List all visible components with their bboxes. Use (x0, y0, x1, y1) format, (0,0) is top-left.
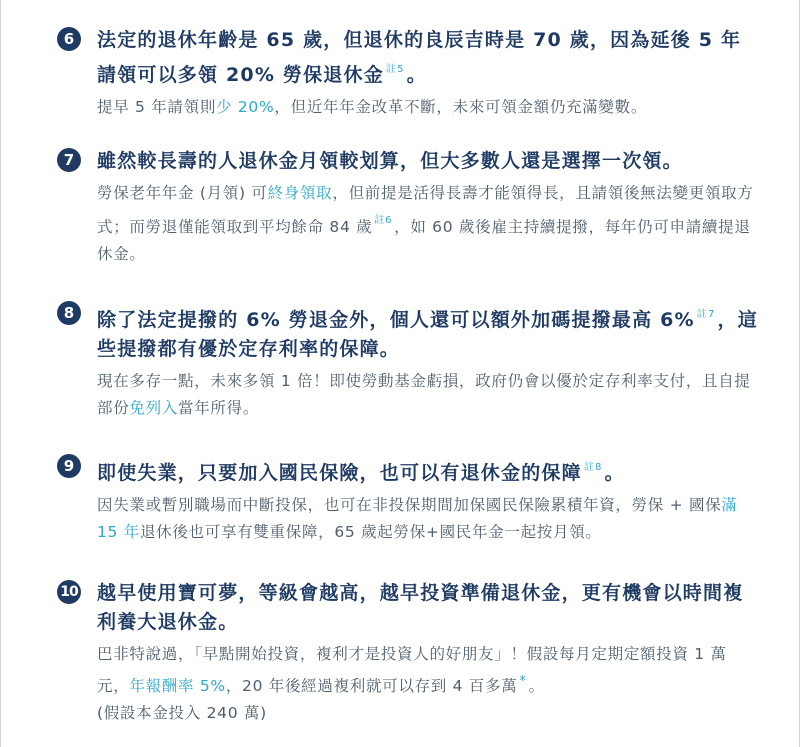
item-heading: 越早使用寶可夢，等級會越高，越早投資準備退休金，更有機會以時間複利養大退休金。 (97, 582, 744, 633)
item-body: 巴非特說過，「早點開始投資，複利才是投資人的好朋友」！假設每月定期定額投資 1 萬元，年報酬率 5%，20 年後經過複利就可以存到 4 百多萬 * 。 (假設本金投入 240 萬) (97, 645, 727, 722)
highlight-text: 終身領取 (267, 184, 333, 202)
item-heading: 即使失業，只要加入國民保險，也可以有退休金的保障 $^{註8}$ 。 (97, 462, 625, 484)
item-heading: 除了法定提撥的 6% 勞退金外，個人還可以額外加碼提撥最高 6% $^{註7}$ ，這些提撥都有優於定存利率的保障。 (97, 309, 758, 360)
number-badge: 10 (57, 580, 81, 604)
highlight-text: 滿 15 年 (97, 496, 738, 541)
number-badge: 7 (57, 148, 81, 172)
item-body: 勞保老年年金 (月領) 可終身領取，但前提是活得長壽才能領得長，且請領後無法變更領取方式；而勞退僅能領取到平均餘命 84 歲 $^{註6}$ ，如 60 歲後雇主持續提撥，每年仍可申請續提退休金。 (97, 184, 754, 263)
item-body: 現在多存一點，未來多領 1 倍！即使勞動基金虧損，政府仍會以優於定存利率支付，且自提部份免列入當年所得。 (97, 372, 751, 417)
footnote-ref[interactable]: 註7 (696, 309, 716, 320)
assumption-note: (假設本金投入 240 萬) (97, 704, 267, 722)
footnote-ref[interactable]: 註6 (374, 215, 393, 226)
list-item-7 (59, 147, 759, 268)
list-item-6 (59, 26, 759, 121)
highlight-text: 少 20% (216, 98, 275, 116)
item-body: 提早 5 年請領則少 20%，但近年年金改革不斷，未來可領金額仍充滿變數。 (97, 98, 648, 116)
footnote-ref[interactable]: 註8 (583, 462, 603, 473)
footnote-ref[interactable]: 註5 (385, 64, 405, 75)
number-badge: 6 (57, 27, 81, 51)
item-heading: 法定的退休年齡是 65 歲，但退休的良辰吉時是 70 歲，因為延後 5 年請領可以多領 20% 勞保退休金 $^{註5}$ 。 (97, 29, 742, 86)
number-badge: 9 (57, 454, 81, 478)
item-body: 因失業或暫別職場而中斷投保，也可在非投保期間加保國民保險累積年資，勞保 + 國保滿 15 年退休後也可享有雙重保障，65 歲起勞保+國民年金一起按月領。 (97, 496, 738, 541)
number-badge: 8 (57, 301, 81, 325)
asterisk-note: * (519, 674, 527, 689)
list-item-9 (59, 453, 759, 546)
list-item-10 (59, 579, 759, 727)
highlight-text: 年報酬率 5% (129, 677, 226, 695)
list-item-8 (59, 300, 759, 422)
item-heading: 雖然較長壽的人退休金月領較划算，但大多數人還是選擇一次領。 (97, 150, 683, 172)
highlight-text: 免列入 (129, 399, 179, 417)
